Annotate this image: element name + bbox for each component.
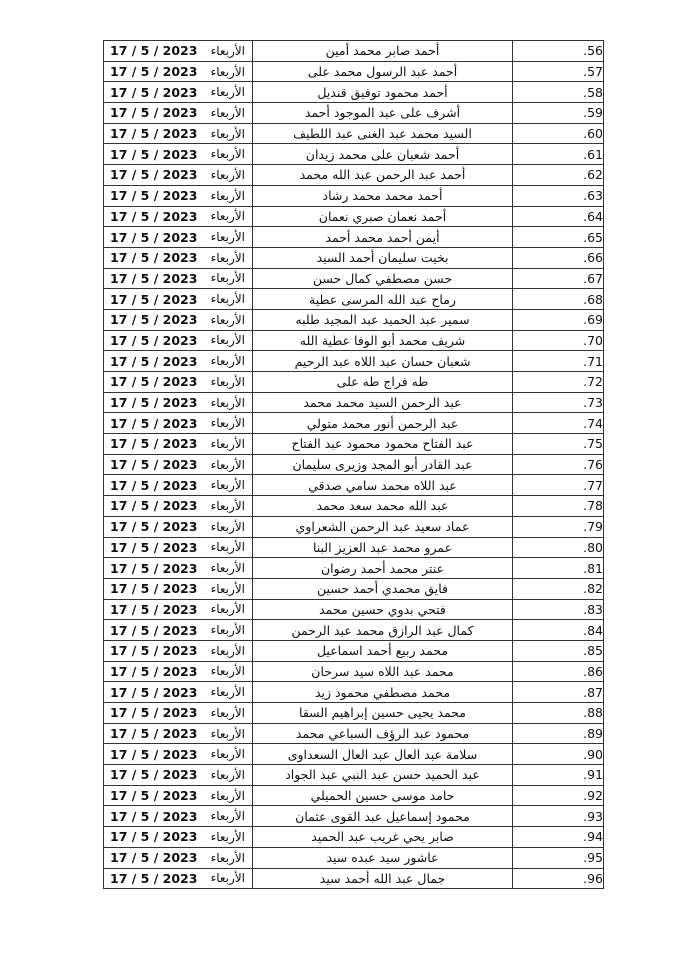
date-value: 17 / 5 / 2023: [110, 643, 198, 659]
date-cell: [104, 827, 253, 848]
row-number: .75: [513, 434, 604, 455]
date-cell: [104, 247, 253, 268]
date-value: 17 / 5 / 2023: [110, 126, 198, 142]
row-number: .81: [513, 558, 604, 579]
date-cell: [104, 620, 253, 641]
row-number: .85: [513, 640, 604, 661]
table-row: [104, 496, 604, 517]
table-row: [104, 123, 604, 144]
row-number: .84: [513, 620, 604, 641]
person-name: محمد عبد اللاه سيد سرحان: [253, 661, 513, 682]
date-value: 17 / 5 / 2023: [110, 250, 198, 266]
day-value: الأربعاء: [210, 850, 245, 865]
table-row: [104, 372, 604, 393]
date-cell: [104, 703, 253, 724]
person-name: رماح عبد الله المرسى عطية: [253, 289, 513, 310]
date-cell: [104, 103, 253, 124]
person-name: طه فراج طه على: [253, 372, 513, 393]
date-value: 17 / 5 / 2023: [110, 84, 198, 100]
table-row: [104, 703, 604, 724]
table-row: [104, 41, 604, 62]
person-name: أحمد عبد الرسول محمد على: [253, 61, 513, 82]
person-name: جمال عبد الله أحمد سيد: [253, 868, 513, 889]
day-value: الأربعاء: [210, 540, 245, 555]
person-name: أحمد عبد الرحمن عبد الله محمد: [253, 165, 513, 186]
person-name: محمد مصطفي محمود زيد: [253, 682, 513, 703]
person-name: عبد الله محمد سعد محمد: [253, 496, 513, 517]
table-row: [104, 82, 604, 103]
day-value: الأربعاء: [210, 271, 245, 286]
date-value: 17 / 5 / 2023: [110, 560, 198, 576]
day-value: الأربعاء: [210, 312, 245, 327]
row-number: .58: [513, 82, 604, 103]
person-name: عبد القادر أبو المجد وزيرى سليمان: [253, 454, 513, 475]
date-value: 17 / 5 / 2023: [110, 332, 198, 348]
person-name: بخيت سليمان أحمد السيد: [253, 247, 513, 268]
person-name: شعبان حسان عبد اللاه عبد الرحيم: [253, 351, 513, 372]
row-number: .67: [513, 268, 604, 289]
table-row: [104, 185, 604, 206]
person-name: عبد الفتاح محمود محمود عبد الفتاح: [253, 434, 513, 455]
day-value: الأربعاء: [210, 643, 245, 658]
attendance-table: [103, 40, 604, 889]
date-cell: [104, 227, 253, 248]
day-value: الأربعاء: [210, 354, 245, 369]
person-name: أحمد شعبان على محمد زيدان: [253, 144, 513, 165]
table-row: [104, 847, 604, 868]
date-value: 17 / 5 / 2023: [110, 188, 198, 204]
date-cell: [104, 206, 253, 227]
date-value: 17 / 5 / 2023: [110, 663, 198, 679]
person-name: كمال عبد الرازق محمد عبد الرحمن: [253, 620, 513, 641]
day-value: الأربعاء: [210, 829, 245, 844]
date-cell: [104, 744, 253, 765]
date-cell: [104, 785, 253, 806]
person-name: فايق محمدي أحمد حسين: [253, 578, 513, 599]
day-value: الأربعاء: [210, 64, 245, 79]
date-value: 17 / 5 / 2023: [110, 229, 198, 245]
table-row: [104, 309, 604, 330]
row-number: .57: [513, 61, 604, 82]
row-number: .68: [513, 289, 604, 310]
table-row: [104, 392, 604, 413]
row-number: .61: [513, 144, 604, 165]
day-value: الأربعاء: [210, 519, 245, 534]
table-row: [104, 537, 604, 558]
day-value: الأربعاء: [210, 767, 245, 782]
person-name: فتحي بدوي حسين محمد: [253, 599, 513, 620]
date-value: 17 / 5 / 2023: [110, 374, 198, 390]
table-row: [104, 744, 604, 765]
person-name: محمود إسماعيل عبد القوى عثمان: [253, 806, 513, 827]
person-name: عبد الرحمن أنور محمد متولي: [253, 413, 513, 434]
table-row: [104, 599, 604, 620]
date-cell: [104, 351, 253, 372]
date-value: 17 / 5 / 2023: [110, 395, 198, 411]
row-number: .80: [513, 537, 604, 558]
row-number: .70: [513, 330, 604, 351]
date-value: 17 / 5 / 2023: [110, 850, 198, 866]
person-name: عبد اللاه محمد سامي صدقي: [253, 475, 513, 496]
day-value: الأربعاء: [210, 105, 245, 120]
table-row: [104, 413, 604, 434]
row-number: .83: [513, 599, 604, 620]
table-body: [104, 41, 604, 889]
date-cell: [104, 516, 253, 537]
day-value: الأربعاء: [210, 374, 245, 389]
day-value: الأربعاء: [210, 126, 245, 141]
date-value: 17 / 5 / 2023: [110, 622, 198, 638]
date-value: 17 / 5 / 2023: [110, 788, 198, 804]
row-number: .93: [513, 806, 604, 827]
person-name: عماد سعيد عبد الرحمن الشعراوي: [253, 516, 513, 537]
day-value: الأربعاء: [210, 726, 245, 741]
table-row: [104, 806, 604, 827]
day-value: الأربعاء: [210, 416, 245, 431]
table-row: [104, 516, 604, 537]
day-value: الأربعاء: [210, 788, 245, 803]
table-row: [104, 785, 604, 806]
row-number: .64: [513, 206, 604, 227]
day-value: الأربعاء: [210, 333, 245, 348]
date-value: 17 / 5 / 2023: [110, 436, 198, 452]
date-cell: [104, 392, 253, 413]
date-value: 17 / 5 / 2023: [110, 43, 198, 59]
date-cell: [104, 723, 253, 744]
person-name: عاشور سيد عبده سيد: [253, 847, 513, 868]
table-row: [104, 289, 604, 310]
date-cell: [104, 330, 253, 351]
row-number: .92: [513, 785, 604, 806]
date-cell: [104, 682, 253, 703]
row-number: .69: [513, 309, 604, 330]
day-value: الأربعاء: [210, 457, 245, 472]
person-name: محمد ربيع أحمد اسماعيل: [253, 640, 513, 661]
person-name: صابر يحي غريب عبد الحميد: [253, 827, 513, 848]
date-value: 17 / 5 / 2023: [110, 726, 198, 742]
table-row: [104, 682, 604, 703]
person-name: حامد موسى حسين الحميلي: [253, 785, 513, 806]
table-row: [104, 206, 604, 227]
day-value: الأربعاء: [210, 43, 245, 58]
day-value: الأربعاء: [210, 561, 245, 576]
day-value: الأربعاء: [210, 478, 245, 493]
day-value: الأربعاء: [210, 581, 245, 596]
row-number: .78: [513, 496, 604, 517]
day-value: الأربعاء: [210, 230, 245, 245]
date-cell: [104, 558, 253, 579]
row-number: .72: [513, 372, 604, 393]
table-row: [104, 351, 604, 372]
day-value: الأربعاء: [210, 602, 245, 617]
date-value: 17 / 5 / 2023: [110, 105, 198, 121]
table-row: [104, 475, 604, 496]
date-value: 17 / 5 / 2023: [110, 870, 198, 886]
person-name: حسن مصطفي كمال حسن: [253, 268, 513, 289]
table-row: [104, 330, 604, 351]
day-value: الأربعاء: [210, 250, 245, 265]
person-name: عبد الحميد حسن عبد النبي عبد الجواد: [253, 765, 513, 786]
row-number: .88: [513, 703, 604, 724]
day-value: الأربعاء: [210, 188, 245, 203]
row-number: .89: [513, 723, 604, 744]
date-cell: [104, 434, 253, 455]
table-row: [104, 640, 604, 661]
table-row: [104, 227, 604, 248]
row-number: .91: [513, 765, 604, 786]
person-name: محمود عبد الرؤف السباعي محمد: [253, 723, 513, 744]
person-name: عمرو محمد عبد العزيز البنا: [253, 537, 513, 558]
person-name: أيمن أحمد محمد أحمد: [253, 227, 513, 248]
date-value: 17 / 5 / 2023: [110, 415, 198, 431]
day-value: الأربعاء: [210, 705, 245, 720]
person-name: أشرف على عبد الموجود أحمد: [253, 103, 513, 124]
person-name: محمد يحيى حسين إبراهيم السقا: [253, 703, 513, 724]
day-value: الأربعاء: [210, 436, 245, 451]
person-name: سلامة عبد العال عبد العال السعداوى: [253, 744, 513, 765]
date-cell: [104, 537, 253, 558]
date-cell: [104, 640, 253, 661]
table-row: [104, 827, 604, 848]
row-number: .66: [513, 247, 604, 268]
date-value: 17 / 5 / 2023: [110, 498, 198, 514]
table-row: [104, 268, 604, 289]
day-value: الأربعاء: [210, 809, 245, 824]
date-value: 17 / 5 / 2023: [110, 146, 198, 162]
date-cell: [104, 61, 253, 82]
date-cell: [104, 496, 253, 517]
table-row: [104, 144, 604, 165]
date-value: 17 / 5 / 2023: [110, 64, 198, 80]
date-cell: [104, 847, 253, 868]
date-cell: [104, 372, 253, 393]
date-value: 17 / 5 / 2023: [110, 270, 198, 286]
row-number: .59: [513, 103, 604, 124]
person-name: سمير عبد الحميد عبد المجيد طلبه: [253, 309, 513, 330]
row-number: .76: [513, 454, 604, 475]
date-cell: [104, 268, 253, 289]
row-number: .60: [513, 123, 604, 144]
table-row: [104, 61, 604, 82]
date-value: 17 / 5 / 2023: [110, 601, 198, 617]
person-name: أحمد صابر محمد أمين: [253, 41, 513, 62]
day-value: الأربعاء: [210, 167, 245, 182]
date-cell: [104, 806, 253, 827]
person-name: عبد الرحمن السيد محمد محمد: [253, 392, 513, 413]
row-number: .63: [513, 185, 604, 206]
date-cell: [104, 578, 253, 599]
table-row: [104, 247, 604, 268]
date-value: 17 / 5 / 2023: [110, 519, 198, 535]
table-row: [104, 765, 604, 786]
row-number: .87: [513, 682, 604, 703]
row-number: .62: [513, 165, 604, 186]
table-row: [104, 434, 604, 455]
table-row: [104, 868, 604, 889]
day-value: الأربعاء: [210, 395, 245, 410]
row-number: .96: [513, 868, 604, 889]
date-value: 17 / 5 / 2023: [110, 767, 198, 783]
date-value: 17 / 5 / 2023: [110, 353, 198, 369]
row-number: .56: [513, 41, 604, 62]
table-row: [104, 103, 604, 124]
person-name: أحمد محمد محمد رشاد: [253, 185, 513, 206]
day-value: الأربعاء: [210, 498, 245, 513]
person-name: أحمد نعمان صبري نعمان: [253, 206, 513, 227]
date-cell: [104, 82, 253, 103]
date-cell: [104, 454, 253, 475]
table-row: [104, 454, 604, 475]
date-value: 17 / 5 / 2023: [110, 829, 198, 845]
date-value: 17 / 5 / 2023: [110, 167, 198, 183]
date-value: 17 / 5 / 2023: [110, 581, 198, 597]
row-number: .77: [513, 475, 604, 496]
day-value: الأربعاء: [210, 685, 245, 700]
person-name: أحمد محمود توفيق قنديل: [253, 82, 513, 103]
date-cell: [104, 185, 253, 206]
date-cell: [104, 123, 253, 144]
date-cell: [104, 309, 253, 330]
row-number: .94: [513, 827, 604, 848]
row-number: .73: [513, 392, 604, 413]
date-value: 17 / 5 / 2023: [110, 539, 198, 555]
day-value: الأربعاء: [210, 147, 245, 162]
date-value: 17 / 5 / 2023: [110, 808, 198, 824]
person-name: السيد محمد عبد الغنى عبد اللطيف: [253, 123, 513, 144]
table-row: [104, 558, 604, 579]
row-number: .79: [513, 516, 604, 537]
row-number: .90: [513, 744, 604, 765]
table-row: [104, 620, 604, 641]
date-cell: [104, 413, 253, 434]
date-value: 17 / 5 / 2023: [110, 746, 198, 762]
row-number: .74: [513, 413, 604, 434]
date-cell: [104, 144, 253, 165]
date-value: 17 / 5 / 2023: [110, 477, 198, 493]
day-value: الأربعاء: [210, 292, 245, 307]
row-number: .71: [513, 351, 604, 372]
table-row: [104, 578, 604, 599]
date-cell: [104, 765, 253, 786]
date-value: 17 / 5 / 2023: [110, 705, 198, 721]
date-value: 17 / 5 / 2023: [110, 208, 198, 224]
day-value: الأربعاء: [210, 623, 245, 638]
date-value: 17 / 5 / 2023: [110, 291, 198, 307]
date-value: 17 / 5 / 2023: [110, 457, 198, 473]
date-cell: [104, 165, 253, 186]
person-name: عنتر محمد أحمد رضوان: [253, 558, 513, 579]
day-value: الأربعاء: [210, 209, 245, 224]
day-value: الأربعاء: [210, 664, 245, 679]
row-number: .86: [513, 661, 604, 682]
row-number: .65: [513, 227, 604, 248]
date-value: 17 / 5 / 2023: [110, 312, 198, 328]
table-row: [104, 165, 604, 186]
date-cell: [104, 289, 253, 310]
row-number: .95: [513, 847, 604, 868]
date-cell: [104, 868, 253, 889]
date-cell: [104, 41, 253, 62]
table-row: [104, 723, 604, 744]
date-cell: [104, 475, 253, 496]
day-value: الأربعاء: [210, 85, 245, 100]
date-value: 17 / 5 / 2023: [110, 684, 198, 700]
day-value: الأربعاء: [210, 871, 245, 886]
row-number: .82: [513, 578, 604, 599]
person-name: شريف محمد أبو الوفا عطية الله: [253, 330, 513, 351]
day-value: الأربعاء: [210, 747, 245, 762]
table-row: [104, 661, 604, 682]
date-cell: [104, 599, 253, 620]
date-cell: [104, 661, 253, 682]
